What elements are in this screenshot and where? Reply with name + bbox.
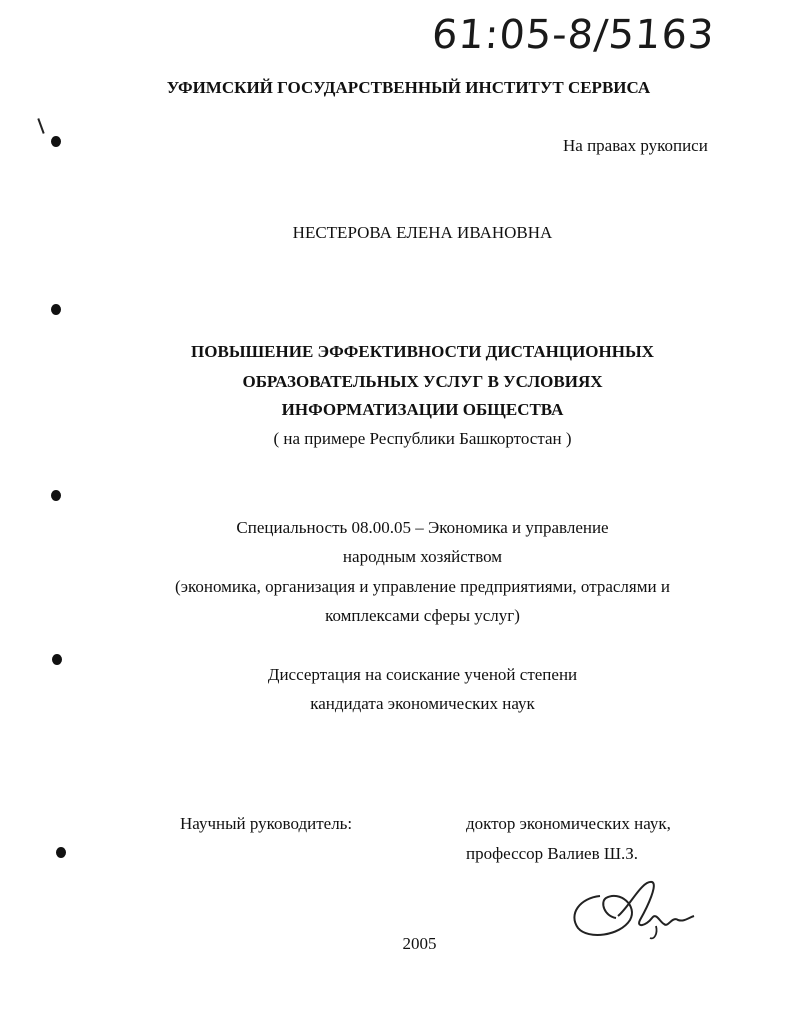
degree-line-1: Диссертация на соискание ученой степени [267, 665, 578, 684]
binding-hole-dot [52, 654, 62, 665]
archive-code: 61:05-8/5163 [430, 12, 717, 58]
binding-hole-dot [56, 847, 66, 858]
title-line-2: ОБРАЗОВАТЕЛЬНЫХ УСЛУГ В УСЛОВИЯХ [242, 372, 603, 391]
binding-hole-dot [51, 490, 61, 501]
supervisor-name: профессор Валиев Ш.З. [466, 844, 639, 863]
title-line-1: ПОВЫШЕНИЕ ЭФФЕКТИВНОСТИ ДИСТАНЦИОННЫХ [191, 342, 654, 361]
title-subtitle: ( на примере Республики Башкортостан ) [273, 429, 572, 448]
institution-name: УФИМСКИЙ ГОСУДАРСТВЕННЫЙ ИНСТИТУТ СЕРВИСА [166, 78, 651, 97]
specialty-line-4: комплексами сферы услуг) [325, 606, 520, 625]
supervisor-label: Научный руководитель: [180, 814, 353, 833]
degree-line-2: кандидата экономических наук [310, 694, 535, 713]
year: 2005 [402, 934, 437, 953]
author-name: НЕСТЕРОВА ЕЛЕНА ИВАНОВНА [292, 223, 553, 242]
specialty-line-2: народным хозяйством [342, 547, 503, 566]
binding-hole-dot [51, 136, 61, 147]
scan-mark [37, 118, 44, 134]
specialty-line-3: (экономика, организация и управление предприятиями, отраслями и [175, 577, 670, 596]
supervisor-degree: доктор экономических наук, [466, 814, 671, 833]
manuscript-note: На правах рукописи [563, 136, 708, 155]
specialty-line-1: Специальность 08.00.05 – Экономика и управление [236, 518, 609, 537]
binding-hole-dot [51, 304, 61, 315]
title-line-3: ИНФОРМАТИЗАЦИИ ОБЩЕСТВА [281, 400, 564, 419]
